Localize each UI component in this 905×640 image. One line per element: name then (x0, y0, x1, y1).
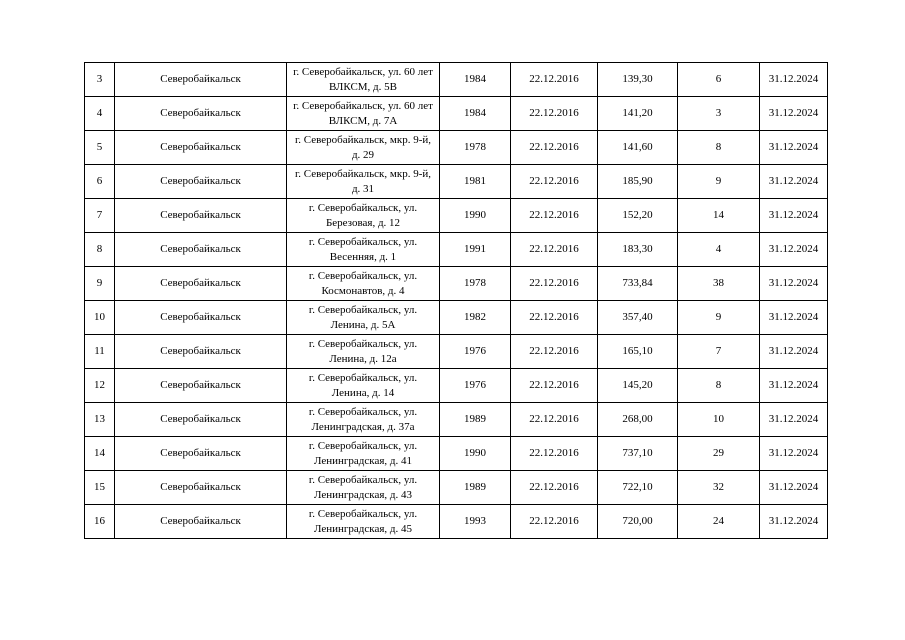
deadline-cell: 31.12.2024 (760, 267, 828, 301)
address-line-2: Ленинградская, д. 41 (313, 454, 413, 467)
area-cell: 145,20 (598, 369, 678, 403)
table-row (85, 97, 828, 131)
city-cell: Северобайкальск (115, 63, 287, 97)
address-line-1: г. Северобайкальск, ул. (308, 439, 418, 452)
address-line-1: г. Северобайкальск, ул. (308, 303, 418, 316)
address-line-1: г. Северобайкальск, ул. (308, 269, 418, 282)
count-cell: 32 (678, 471, 760, 505)
city-cell: Северобайкальск (115, 233, 287, 267)
table-row (85, 267, 828, 301)
address-line-1: г. Северобайкальск, ул. (308, 235, 418, 248)
address-line-1: г. Северобайкальск, ул. (308, 371, 418, 384)
area-cell: 165,10 (598, 335, 678, 369)
table-row (85, 301, 828, 335)
row-number-cell: 12 (85, 369, 115, 403)
address-cell (287, 403, 440, 437)
city-cell: Северобайкальск (115, 437, 287, 471)
deadline-cell: 31.12.2024 (760, 335, 828, 369)
area-cell: 183,30 (598, 233, 678, 267)
address-cell (287, 369, 440, 403)
city-cell: Северобайкальск (115, 97, 287, 131)
count-cell: 29 (678, 437, 760, 471)
address-cell (287, 131, 440, 165)
deadline-cell: 31.12.2024 (760, 301, 828, 335)
date-cell: 22.12.2016 (511, 471, 598, 505)
deadline-cell: 31.12.2024 (760, 131, 828, 165)
document-page (84, 62, 827, 539)
year-built-cell: 1976 (440, 369, 511, 403)
date-cell: 22.12.2016 (511, 403, 598, 437)
address-cell (287, 165, 440, 199)
area-cell: 141,20 (598, 97, 678, 131)
date-cell: 22.12.2016 (511, 131, 598, 165)
count-cell: 4 (678, 233, 760, 267)
address-line-2: Космонавтов, д. 4 (321, 284, 405, 297)
address-cell (287, 267, 440, 301)
address-line-1: г. Северобайкальск, ул. (308, 337, 418, 350)
year-built-cell: 1976 (440, 335, 511, 369)
address-line-1: г. Северобайкальск, мкр. 9-й, (295, 133, 431, 146)
count-cell: 3 (678, 97, 760, 131)
address-line-1: г. Северобайкальск, ул. (308, 201, 418, 214)
count-cell: 7 (678, 335, 760, 369)
date-cell: 22.12.2016 (511, 335, 598, 369)
date-cell: 22.12.2016 (511, 437, 598, 471)
date-cell: 22.12.2016 (511, 301, 598, 335)
address-line-2: Ленина, д. 12а (329, 352, 397, 365)
year-built-cell: 1984 (440, 97, 511, 131)
date-cell: 22.12.2016 (511, 233, 598, 267)
city-cell: Северобайкальск (115, 301, 287, 335)
count-cell: 14 (678, 199, 760, 233)
city-cell: Северобайкальск (115, 471, 287, 505)
count-cell: 24 (678, 505, 760, 539)
address-cell (287, 437, 440, 471)
table-row (85, 505, 828, 539)
table-row (85, 403, 828, 437)
year-built-cell: 1991 (440, 233, 511, 267)
address-line-2: Ленинградская, д. 37а (311, 420, 415, 433)
address-line-1: г. Северобайкальск, ул. 60 лет (293, 65, 433, 78)
row-number-cell: 3 (85, 63, 115, 97)
address-line-1: г. Северобайкальск, ул. (308, 507, 418, 520)
address-line-1: г. Северобайкальск, ул. 60 лет (293, 99, 433, 112)
area-cell: 141,60 (598, 131, 678, 165)
date-cell: 22.12.2016 (511, 505, 598, 539)
date-cell: 22.12.2016 (511, 63, 598, 97)
table-row (85, 233, 828, 267)
table-row (85, 199, 828, 233)
year-built-cell: 1978 (440, 131, 511, 165)
deadline-cell: 31.12.2024 (760, 471, 828, 505)
row-number-cell: 5 (85, 131, 115, 165)
address-cell (287, 471, 440, 505)
deadline-cell: 31.12.2024 (760, 63, 828, 97)
year-built-cell: 1989 (440, 471, 511, 505)
year-built-cell: 1982 (440, 301, 511, 335)
area-cell: 722,10 (598, 471, 678, 505)
date-cell: 22.12.2016 (511, 165, 598, 199)
address-line-2: Весенняя, д. 1 (329, 250, 397, 263)
address-cell (287, 233, 440, 267)
date-cell: 22.12.2016 (511, 267, 598, 301)
area-cell: 720,00 (598, 505, 678, 539)
deadline-cell: 31.12.2024 (760, 403, 828, 437)
row-number-cell: 11 (85, 335, 115, 369)
address-cell (287, 505, 440, 539)
table-row (85, 437, 828, 471)
address-line-2: ВЛКСМ, д. 5В (329, 80, 397, 93)
address-line-2: Ленина, д. 5А (330, 318, 396, 331)
table-row (85, 471, 828, 505)
area-cell: 139,30 (598, 63, 678, 97)
count-cell: 10 (678, 403, 760, 437)
deadline-cell: 31.12.2024 (760, 505, 828, 539)
city-cell: Северобайкальск (115, 267, 287, 301)
date-cell: 22.12.2016 (511, 97, 598, 131)
row-number-cell: 9 (85, 267, 115, 301)
year-built-cell: 1990 (440, 437, 511, 471)
area-cell: 152,20 (598, 199, 678, 233)
address-line-2: Ленинградская, д. 45 (313, 522, 413, 535)
area-cell: 185,90 (598, 165, 678, 199)
table-row (85, 335, 828, 369)
address-line-1: г. Северобайкальск, ул. (308, 473, 418, 486)
date-cell: 22.12.2016 (511, 369, 598, 403)
address-line-2: Березовая, д. 12 (325, 216, 401, 229)
deadline-cell: 31.12.2024 (760, 437, 828, 471)
year-built-cell: 1981 (440, 165, 511, 199)
address-cell (287, 63, 440, 97)
date-cell: 22.12.2016 (511, 199, 598, 233)
row-number-cell: 8 (85, 233, 115, 267)
year-built-cell: 1984 (440, 63, 511, 97)
city-cell: Северобайкальск (115, 403, 287, 437)
row-number-cell: 7 (85, 199, 115, 233)
address-cell (287, 97, 440, 131)
year-built-cell: 1990 (440, 199, 511, 233)
city-cell: Северобайкальск (115, 131, 287, 165)
address-line-2: д. 31 (351, 182, 375, 195)
row-number-cell: 16 (85, 505, 115, 539)
housing-registry-table (84, 62, 828, 539)
city-cell: Северобайкальск (115, 335, 287, 369)
count-cell: 9 (678, 301, 760, 335)
address-cell (287, 199, 440, 233)
table-row (85, 131, 828, 165)
city-cell: Северобайкальск (115, 369, 287, 403)
table-row (85, 369, 828, 403)
row-number-cell: 13 (85, 403, 115, 437)
row-number-cell: 14 (85, 437, 115, 471)
year-built-cell: 1978 (440, 267, 511, 301)
area-cell: 737,10 (598, 437, 678, 471)
deadline-cell: 31.12.2024 (760, 97, 828, 131)
deadline-cell: 31.12.2024 (760, 233, 828, 267)
city-cell: Северобайкальск (115, 165, 287, 199)
address-line-1: г. Северобайкальск, ул. (308, 405, 418, 418)
address-line-2: Ленина, д. 14 (331, 386, 395, 399)
area-cell: 268,00 (598, 403, 678, 437)
city-cell: Северобайкальск (115, 199, 287, 233)
year-built-cell: 1993 (440, 505, 511, 539)
address-line-1: г. Северобайкальск, мкр. 9-й, (295, 167, 431, 180)
city-cell: Северобайкальск (115, 505, 287, 539)
deadline-cell: 31.12.2024 (760, 199, 828, 233)
count-cell: 9 (678, 165, 760, 199)
table-row (85, 165, 828, 199)
address-cell (287, 335, 440, 369)
table-row (85, 63, 828, 97)
address-line-2: д. 29 (351, 148, 375, 161)
table-body (85, 63, 828, 539)
count-cell: 8 (678, 131, 760, 165)
address-line-2: ВЛКСМ, д. 7А (328, 114, 398, 127)
deadline-cell: 31.12.2024 (760, 165, 828, 199)
year-built-cell: 1989 (440, 403, 511, 437)
address-line-2: Ленинградская, д. 43 (313, 488, 413, 501)
count-cell: 38 (678, 267, 760, 301)
row-number-cell: 4 (85, 97, 115, 131)
deadline-cell: 31.12.2024 (760, 369, 828, 403)
area-cell: 357,40 (598, 301, 678, 335)
row-number-cell: 15 (85, 471, 115, 505)
count-cell: 6 (678, 63, 760, 97)
row-number-cell: 6 (85, 165, 115, 199)
area-cell: 733,84 (598, 267, 678, 301)
address-cell (287, 301, 440, 335)
row-number-cell: 10 (85, 301, 115, 335)
count-cell: 8 (678, 369, 760, 403)
